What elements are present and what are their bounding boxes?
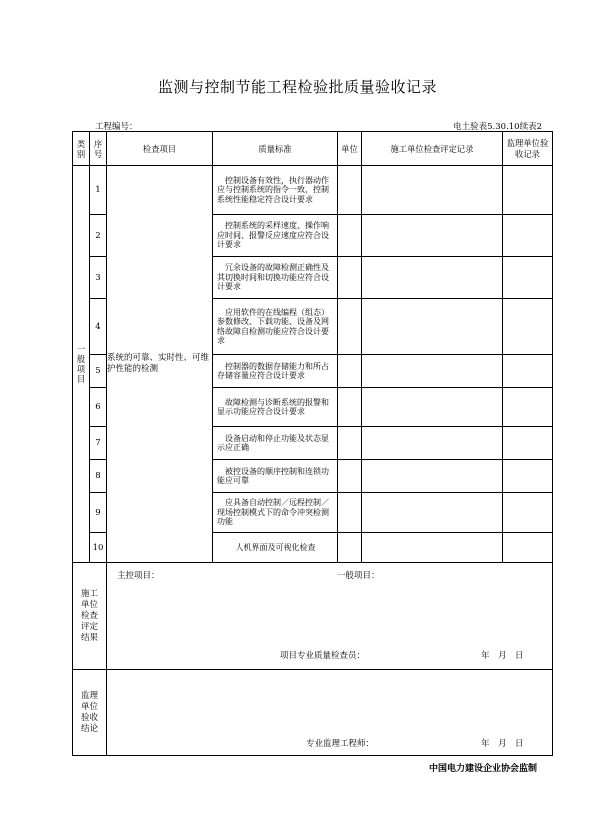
- row-supervisor-record[interactable]: [503, 215, 553, 257]
- row-standard: 应用软件的在线编程（组态）参数修改、下载功能、设备及网络故障自检测功能应符合设计要求: [213, 299, 338, 355]
- header-unit: 单位: [338, 132, 362, 166]
- row-supervisor-record[interactable]: [503, 533, 553, 563]
- row-unit[interactable]: [338, 460, 362, 493]
- row-unit[interactable]: [338, 215, 362, 257]
- row-supervisor-record[interactable]: [503, 388, 553, 427]
- row-supervisor-record[interactable]: [503, 355, 553, 388]
- category-general-items: 一般项目: [73, 166, 90, 563]
- quality-inspector-label: 项目专业质量检查员：: [280, 651, 366, 661]
- row-supervisor-record[interactable]: [503, 257, 553, 299]
- row-contractor-record[interactable]: [362, 166, 503, 215]
- row-seq: 5: [90, 355, 107, 388]
- row-standard: 人机界面及可视化检查: [213, 533, 338, 563]
- supervisor-conclusion-label: 监理单位验收结论: [73, 670, 107, 756]
- row-contractor-record[interactable]: [362, 427, 503, 460]
- header-check-item: 检查项目: [107, 132, 213, 166]
- page-title: 监测与控制节能工程检验批质量验收记录: [157, 78, 437, 96]
- contractor-conclusion-label: 施工单位检查评定结果: [73, 563, 107, 670]
- row-contractor-record[interactable]: [362, 215, 503, 257]
- row-standard: 故障检测与诊断系统的报警和显示功能应符合设计要求: [213, 388, 338, 427]
- row-standard: 控制设备有效性，执行器动作应与控制系统的指令一致，控制系统性能稳定符合设计要求: [213, 166, 338, 215]
- row-seq: 7: [90, 427, 107, 460]
- header-seq: 序号: [90, 132, 107, 166]
- row-seq: 10: [90, 533, 107, 563]
- row-unit[interactable]: [338, 355, 362, 388]
- row-supervisor-record[interactable]: [503, 166, 553, 215]
- supervising-engineer-label: 专业监理工程师：: [306, 739, 375, 749]
- row-seq: 4: [90, 299, 107, 355]
- row-unit[interactable]: [338, 166, 362, 215]
- row-standard: 控制器的数据存储能力和所占存储容量应符合设计要求: [213, 355, 338, 388]
- row-supervisor-record[interactable]: [503, 493, 553, 533]
- row-supervisor-record[interactable]: [503, 299, 553, 355]
- row-contractor-record[interactable]: [362, 257, 503, 299]
- row-standard: 冗余设备的故障检测正确性及其切换时间和切换功能应符合设计要求: [213, 257, 338, 299]
- table-row: [73, 166, 553, 215]
- row-contractor-record[interactable]: [362, 355, 503, 388]
- row-seq: 1: [90, 166, 107, 215]
- row-standard: 设备启动和停止功能及状态显示应正确: [213, 427, 338, 460]
- row-seq: 9: [90, 493, 107, 533]
- supervisor-conclusion-area[interactable]: [107, 670, 553, 756]
- contractor-conclusion-row: [73, 563, 553, 670]
- row-supervisor-record[interactable]: [503, 427, 553, 460]
- row-contractor-record[interactable]: [362, 388, 503, 427]
- supervisor-date-label: 年 月 日: [481, 739, 524, 749]
- row-seq: 3: [90, 257, 107, 299]
- row-standard: 应具备自动控制／远程控制／现场控制模式下的命令冲突检测功能: [213, 493, 338, 533]
- contractor-conclusion-area[interactable]: [107, 563, 553, 670]
- header-category: 类别: [73, 132, 90, 166]
- row-unit[interactable]: [338, 388, 362, 427]
- header-contractor-record: 施工单位检查评定记录: [362, 132, 503, 166]
- row-seq: 8: [90, 460, 107, 493]
- row-contractor-record[interactable]: [362, 460, 503, 493]
- row-supervisor-record[interactable]: [503, 460, 553, 493]
- row-standard: 被控设备的顺序控制和连锁功能应可靠: [213, 460, 338, 493]
- row-contractor-record[interactable]: [362, 493, 503, 533]
- row-seq: 2: [90, 215, 107, 257]
- form-code: 电土验表5.30.10续表2: [453, 122, 542, 132]
- row-unit[interactable]: [338, 493, 362, 533]
- footer-issuer: 中国电力建设企业协会监制: [428, 764, 537, 774]
- inspection-form-table: [72, 131, 553, 756]
- row-contractor-record[interactable]: [362, 299, 503, 355]
- general-items-label: 一般项目：: [337, 571, 380, 581]
- header-quality-standard: 质量标准: [213, 132, 338, 166]
- header-supervisor-record: 监理单位验收记录: [503, 132, 553, 166]
- row-seq: 6: [90, 388, 107, 427]
- row-unit[interactable]: [338, 533, 362, 563]
- supervisor-conclusion-row: [73, 670, 553, 756]
- check-item-reliability: 系统的可靠、实时性、可维护性能的检测: [107, 166, 213, 563]
- row-unit[interactable]: [338, 299, 362, 355]
- contractor-date-label: 年 月 日: [481, 651, 524, 661]
- row-unit[interactable]: [338, 427, 362, 460]
- row-contractor-record[interactable]: [362, 533, 503, 563]
- header-row: [73, 132, 553, 166]
- row-unit[interactable]: [338, 257, 362, 299]
- row-standard: 控制系统的采样速度、操作响应时间、报警反应速度应符合设计要求: [213, 215, 338, 257]
- main-control-label: 主控项目：: [117, 571, 160, 581]
- project-number-label: 工程编号：: [95, 122, 138, 132]
